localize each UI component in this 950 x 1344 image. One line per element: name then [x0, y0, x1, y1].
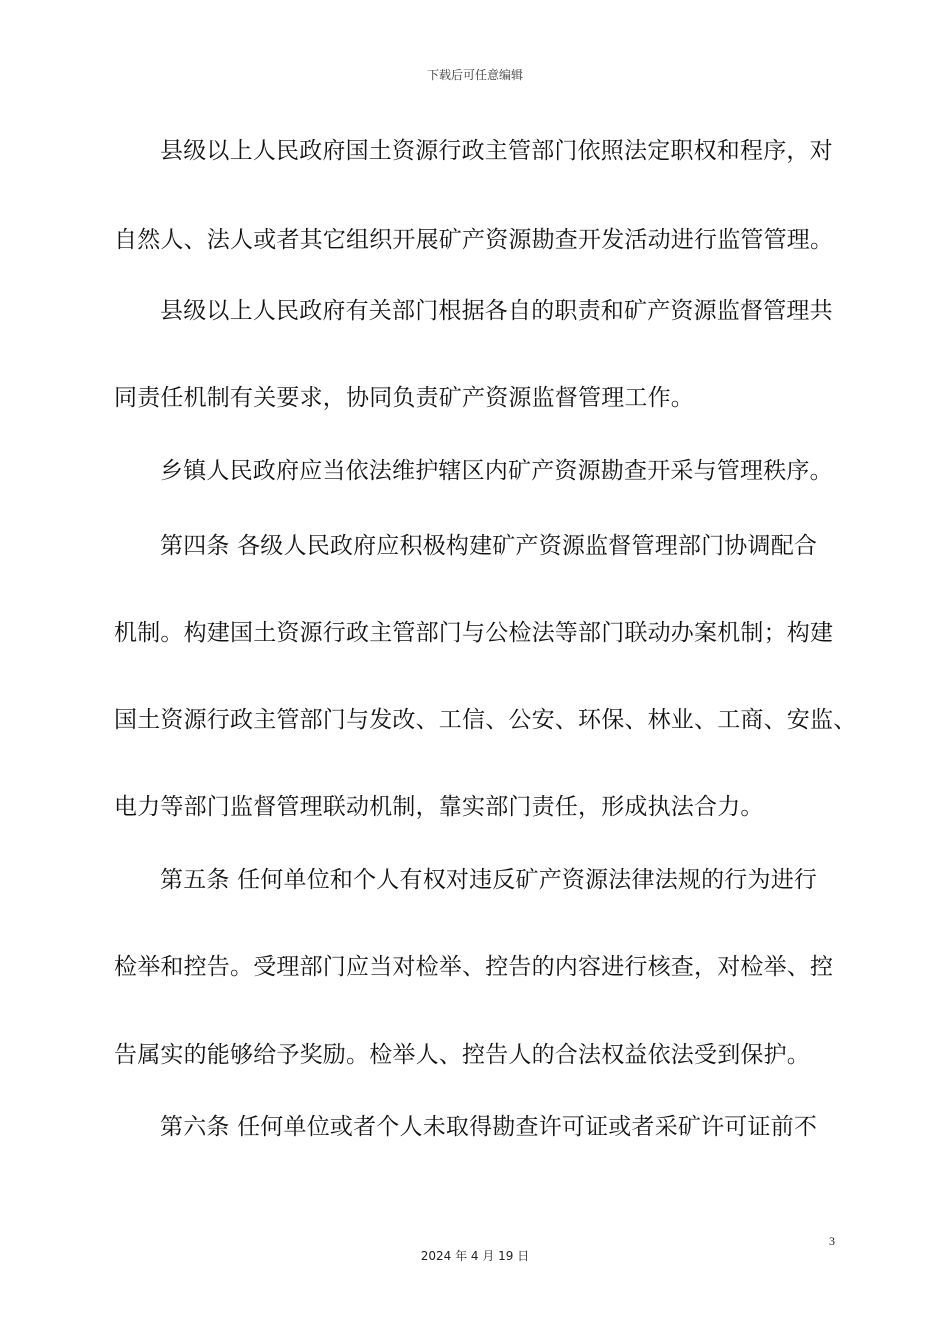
page-number: 3	[829, 1234, 835, 1248]
paragraph-line: 自然人、法人或者其它组织开展矿产资源勘查开发活动进行监管管理。	[114, 227, 834, 253]
paragraph-line: 检举和控告。受理部门应当对检举、控告的内容进行核查，对检举、控	[114, 954, 834, 980]
article-heading-line: 第四条 各级人民政府应积极构建矿产资源监督管理部门协调配合	[160, 533, 818, 559]
paragraph-line: 同责任机制有关要求，协同负责矿产资源监督管理工作。	[114, 385, 694, 411]
footer-date: 2024 年 4 月 19 日	[420, 1249, 530, 1263]
paragraph-line: 电力等部门监督管理联动机制，靠实部门责任，形成执法合力。	[114, 794, 764, 820]
article-heading-line: 第六条 任何单位或者个人未取得勘查许可证或者采矿许可证前不	[160, 1114, 818, 1140]
paragraph-line: 县级以上人民政府国土资源行政主管部门依照法定职权和程序，对	[160, 138, 833, 164]
paragraph-line: 告属实的能够给予奖励。检举人、控告人的合法权益依法受到保护。	[114, 1042, 810, 1068]
paragraph-line: 国土资源行政主管部门与发改、工信、公安、环保、林业、工商、安监、	[114, 707, 857, 733]
article-heading-line: 第五条 任何单位和个人有权对违反矿产资源法律法规的行为进行	[160, 867, 818, 893]
paragraph-line: 县级以上人民政府有关部门根据各自的职责和矿产资源监督管理共	[160, 298, 833, 324]
header-note: 下载后可任意编辑	[426, 68, 523, 82]
paragraph-line: 机制。构建国土资源行政主管部门与公检法等部门联动办案机制；构建	[114, 620, 834, 646]
paragraph-line: 乡镇人民政府应当依法维护辖区内矿产资源勘查开采与管理秩序。	[160, 458, 833, 484]
